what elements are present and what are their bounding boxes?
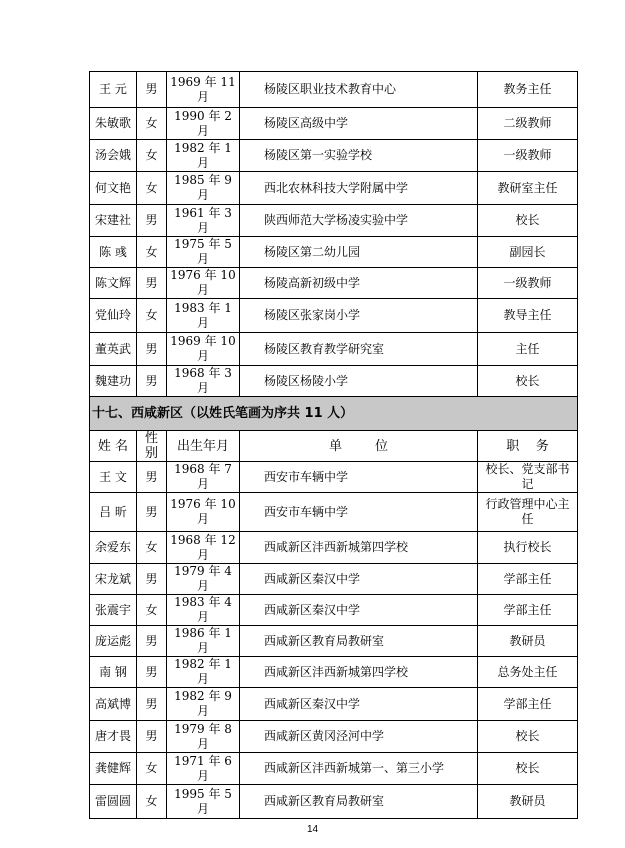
position-cell: 校长 — [478, 366, 578, 397]
unit-cell: 西咸新区教育局教研室 — [240, 626, 478, 657]
table-row — [90, 333, 578, 366]
gender-cell: 男 — [137, 721, 167, 753]
birth-cell: 1995 年 5 月 — [167, 785, 240, 819]
unit-cell: 陕西师范大学杨凌实验中学 — [240, 205, 478, 237]
table-row — [90, 564, 578, 595]
gender-cell: 男 — [137, 72, 167, 108]
name-cell: 宋建社 — [90, 205, 137, 237]
gender-cell: 女 — [137, 299, 167, 333]
unit-cell: 西咸新区黄冈泾河中学 — [240, 721, 478, 753]
unit-cell: 西咸新区秦汉中学 — [240, 564, 478, 595]
table-row — [90, 657, 578, 688]
name-cell: 唐才畏 — [90, 721, 137, 753]
header-gender: 性别 — [137, 431, 167, 462]
position-cell: 教导主任 — [478, 299, 578, 333]
unit-cell: 杨陵区高级中学 — [240, 108, 478, 140]
table-row — [90, 237, 578, 268]
position-cell: 校长、党支部书记 — [478, 462, 578, 493]
unit-cell: 杨陵高新初级中学 — [240, 268, 478, 299]
name-cell: 党仙玲 — [90, 299, 137, 333]
gender-cell: 女 — [137, 140, 167, 172]
birth-cell: 1982 年 1 月 — [167, 140, 240, 172]
unit-cell: 西安市车辆中学 — [240, 462, 478, 493]
table-row — [90, 626, 578, 657]
unit-cell: 西北农林科技大学附属中学 — [240, 172, 478, 205]
name-cell: 董英武 — [90, 333, 137, 366]
table-row — [90, 721, 578, 753]
name-cell: 陈文辉 — [90, 268, 137, 299]
name-cell: 何文艳 — [90, 172, 137, 205]
position-cell: 一级教师 — [478, 268, 578, 299]
birth-cell: 1985 年 9 月 — [167, 172, 240, 205]
name-cell: 王 文 — [90, 462, 137, 493]
gender-cell: 男 — [137, 205, 167, 237]
birth-cell: 1968 年 3 月 — [167, 366, 240, 397]
position-cell: 行政管理中心主任 — [478, 493, 578, 532]
table-row — [90, 493, 578, 532]
position-cell: 校长 — [478, 753, 578, 785]
gender-cell: 男 — [137, 657, 167, 688]
position-cell: 执行校长 — [478, 532, 578, 564]
name-cell: 吕 昕 — [90, 493, 137, 532]
table-row — [90, 688, 578, 721]
gender-cell: 男 — [137, 493, 167, 532]
gender-cell: 女 — [137, 753, 167, 785]
birth-cell: 1969 年 10 月 — [167, 333, 240, 366]
column-header-row — [90, 431, 578, 462]
name-cell: 龚健辉 — [90, 753, 137, 785]
unit-cell: 西咸新区沣西新城第四学校 — [240, 657, 478, 688]
gender-cell: 女 — [137, 785, 167, 819]
gender-cell: 女 — [137, 237, 167, 268]
name-cell: 朱敏歌 — [90, 108, 137, 140]
position-cell: 教研员 — [478, 626, 578, 657]
position-cell: 主任 — [478, 333, 578, 366]
name-cell: 余爱东 — [90, 532, 137, 564]
unit-cell: 西咸新区秦汉中学 — [240, 688, 478, 721]
page-number: 14 — [306, 824, 319, 835]
position-cell: 校长 — [478, 205, 578, 237]
table-row — [90, 205, 578, 237]
birth-cell: 1971 年 6 月 — [167, 753, 240, 785]
gender-cell: 男 — [137, 268, 167, 299]
unit-cell: 杨陵区职业技术教育中心 — [240, 72, 478, 108]
birth-cell: 1983 年 4 月 — [167, 595, 240, 626]
name-cell: 雷圆圆 — [90, 785, 137, 819]
name-cell: 陈 彧 — [90, 237, 137, 268]
gender-cell: 男 — [137, 688, 167, 721]
birth-cell: 1969 年 11 月 — [167, 72, 240, 108]
gender-cell: 女 — [137, 595, 167, 626]
gender-cell: 男 — [137, 626, 167, 657]
header-unit: 单 位 — [240, 431, 478, 462]
birth-cell: 1968 年 12 月 — [167, 532, 240, 564]
table-row — [90, 140, 578, 172]
header-name: 姓 名 — [90, 431, 137, 462]
gender-cell: 女 — [137, 532, 167, 564]
unit-cell: 杨陵区第一实验学校 — [240, 140, 478, 172]
name-cell: 宋龙斌 — [90, 564, 137, 595]
table-row — [90, 268, 578, 299]
position-cell: 一级教师 — [478, 140, 578, 172]
table-row — [90, 753, 578, 785]
header-birth: 出生年月 — [167, 431, 240, 462]
position-cell: 二级教师 — [478, 108, 578, 140]
gender-cell: 男 — [137, 462, 167, 493]
birth-cell: 1982 年 1 月 — [167, 657, 240, 688]
birth-cell: 1961 年 3 月 — [167, 205, 240, 237]
personnel-table-body — [90, 72, 578, 819]
position-cell: 总务处主任 — [478, 657, 578, 688]
table-row — [90, 366, 578, 397]
birth-cell: 1979 年 8 月 — [167, 721, 240, 753]
table-row — [90, 108, 578, 140]
name-cell: 汤会娥 — [90, 140, 137, 172]
table-row — [90, 532, 578, 564]
birth-cell: 1976 年 10 月 — [167, 493, 240, 532]
gender-cell: 男 — [137, 564, 167, 595]
position-cell: 教务主任 — [478, 72, 578, 108]
birth-cell: 1975 年 5 月 — [167, 237, 240, 268]
name-cell: 张震宇 — [90, 595, 137, 626]
position-cell: 校长 — [478, 721, 578, 753]
name-cell: 庞运彪 — [90, 626, 137, 657]
unit-cell: 杨陵区杨陵小学 — [240, 366, 478, 397]
table-row — [90, 462, 578, 493]
table-row — [90, 72, 578, 108]
table-row — [90, 785, 578, 819]
personnel-table — [89, 71, 578, 819]
name-cell: 南 钢 — [90, 657, 137, 688]
table-row — [90, 299, 578, 333]
gender-cell: 女 — [137, 108, 167, 140]
unit-cell: 杨陵区第二幼儿园 — [240, 237, 478, 268]
position-cell: 教研室主任 — [478, 172, 578, 205]
position-cell: 学部主任 — [478, 595, 578, 626]
unit-cell: 杨陵区张家岗小学 — [240, 299, 478, 333]
birth-cell: 1976 年 10 月 — [167, 268, 240, 299]
unit-cell: 西咸新区秦汉中学 — [240, 595, 478, 626]
birth-cell: 1982 年 9 月 — [167, 688, 240, 721]
gender-cell: 男 — [137, 366, 167, 397]
section-header-row — [90, 397, 578, 431]
unit-cell: 西咸新区教育局教研室 — [240, 785, 478, 819]
unit-cell: 西咸新区沣西新城第一、第三小学 — [240, 753, 478, 785]
header-position: 职 务 — [478, 431, 578, 462]
unit-cell: 西安市车辆中学 — [240, 493, 478, 532]
birth-cell: 1990 年 2 月 — [167, 108, 240, 140]
table-row — [90, 172, 578, 205]
birth-cell: 1983 年 1 月 — [167, 299, 240, 333]
gender-cell: 男 — [137, 333, 167, 366]
position-cell: 副园长 — [478, 237, 578, 268]
name-cell: 王 元 — [90, 72, 137, 108]
name-cell: 魏建功 — [90, 366, 137, 397]
birth-cell: 1986 年 1 月 — [167, 626, 240, 657]
position-cell: 教研员 — [478, 785, 578, 819]
table-row — [90, 595, 578, 626]
gender-cell: 女 — [137, 172, 167, 205]
section-title: 十七、西咸新区（以姓氏笔画为序共 11 人） — [90, 397, 578, 431]
position-cell: 学部主任 — [478, 688, 578, 721]
birth-cell: 1968 年 7 月 — [167, 462, 240, 493]
unit-cell: 西咸新区沣西新城第四学校 — [240, 532, 478, 564]
position-cell: 学部主任 — [478, 564, 578, 595]
unit-cell: 杨陵区教育教学研究室 — [240, 333, 478, 366]
name-cell: 高斌博 — [90, 688, 137, 721]
birth-cell: 1979 年 4 月 — [167, 564, 240, 595]
